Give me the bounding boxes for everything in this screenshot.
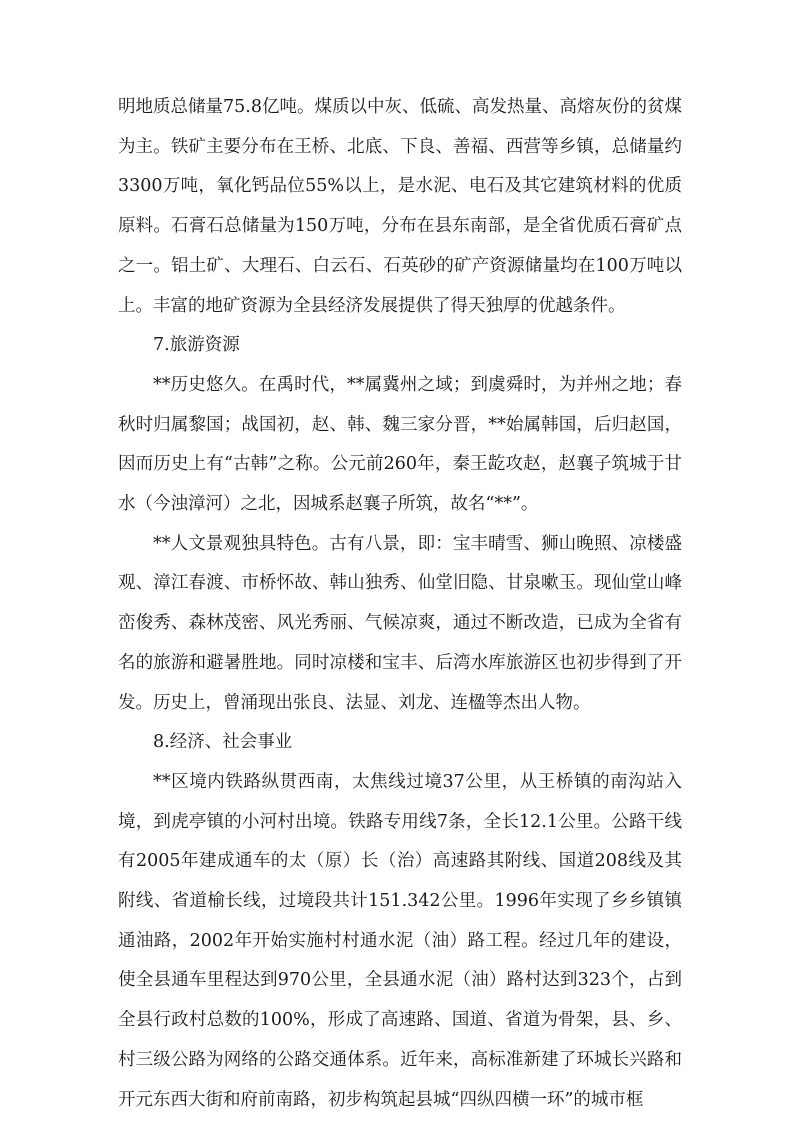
paragraph-cultural-landscape: **人文景观独具特色。古有八景，即：宝丰晴雪、狮山晚照、凉楼盛观、漳江春渡、市桥怀故、韩山独秀、仙堂旧隐、甘泉嗽玉。现仙堂山峰峦俊秀、森林茂密、风光秀丽、气候凉爽，通过不断改造，已成为全省有名的旅游和避暑胜地。同时凉楼和宝丰、后湾水库旅游区也初步得到了开发。历史上，曾涌现出张良、法显、刘龙、连楹等杰出人物。: [118, 533, 682, 713]
section-heading-economy-society: 8.经济、社会事业: [153, 732, 293, 753]
paragraph-transportation: **区境内铁路纵贯西南，太焦线过境37公里，从王桥镇的南沟站入境，到虎亭镇的小河村出境。铁路专用线7条，全长12.1公里。公路干线有2005年建成通车的太（原）长（治）高速路其附线、国道208线及其附线、省道榆长线，过境段共计151.342公里。1996年实现了乡乡镇镇通油路，2002年开始实施村村通水泥（油）路工程。经过几年的建设，使全县通车里程达到970公里，全县通水泥（油）路村达到323个，占到全县行政村总数的100%，形成了高速路、国道、省道为骨架，县、乡、村三级公路为网络的公路交通体系。近年来，高标准新建了环城长兴路和开元东西大街和府前南路，初步构筑起县城“四纵四横一环”的城市框: [118, 771, 682, 1110]
paragraph-mineral-resources: 明地质总储量75.8亿吨。煤质以中灰、低硫、高发热量、高熔灰份的贫煤为主。铁矿主要分布在王桥、北底、下良、善福、西营等乡镇，总储量约3300万吨，氧化钙品位55%以上，是水泥、电石及其它建筑材料的优质原料。石膏石总储量为150万吨，分布在县东南部，是全省优质石膏矿点之一。铝土矿、大理石、白云石、石英砂的矿产资源储量均在100万吨以上。丰富的地矿资源为全县经济发展提供了得天独厚的优越条件。: [118, 97, 682, 316]
document-page: [118, 88, 682, 1120]
paragraph-history: **历史悠久。在禹时代，**属冀州之域；到虞舜时，为并州之地；春秋时归属黎国；战国初，赵、韩、魏三家分晋，**始属韩国，后归赵国，因而历史上有“古韩”之称。公元前260年，秦王龁攻赵，赵襄子筑城于甘水（今浊漳河）之北，因城系赵襄子所筑，故名“**”。: [118, 374, 682, 515]
section-heading-tourism-resources: 7.旅游资源: [153, 335, 240, 356]
